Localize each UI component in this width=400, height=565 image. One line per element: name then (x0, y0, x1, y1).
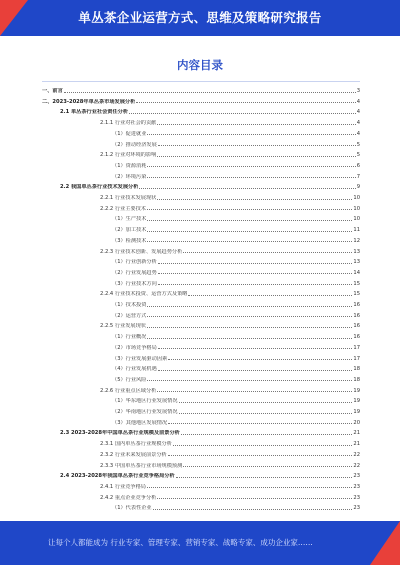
toc-entry-page: 17 (353, 344, 360, 351)
toc-entry[interactable] (112, 277, 360, 287)
toc-entry[interactable] (60, 469, 360, 479)
toc-entry[interactable] (60, 180, 360, 190)
toc-entry-title: 2.2 我国单丛茶行业技术发展分析 (60, 184, 139, 191)
toc-leader-dots (168, 423, 352, 424)
toc-leader-dots (139, 188, 355, 189)
footer-banner (0, 521, 400, 565)
toc-entry-title: （1）行业创新分析 (112, 259, 157, 266)
toc-heading: 内容目录 (177, 58, 223, 72)
toc-entry[interactable] (100, 191, 360, 201)
toc-entry-page: 10 (353, 205, 360, 212)
toc-leader-dots (147, 338, 352, 339)
toc-leader-dots (158, 348, 353, 349)
toc-entry-page: 15 (353, 280, 360, 287)
toc-leader-dots (157, 156, 355, 157)
toc-leader-dots (147, 241, 352, 242)
toc-entry-title: （3）行业技术方向 (112, 280, 157, 287)
toc-entry-page: 20 (353, 419, 360, 426)
toc-entry-title: （4）行业发展机遇 (112, 366, 157, 373)
toc-entry-page: 5 (356, 141, 360, 148)
toc-entry[interactable] (112, 352, 360, 362)
toc-leader-dots (147, 220, 352, 221)
toc-entry[interactable] (112, 298, 360, 308)
toc-entry-page: 19 (353, 398, 360, 405)
toc-entry[interactable] (112, 341, 360, 351)
toc-entry[interactable] (100, 384, 360, 394)
toc-leader-dots (173, 445, 352, 446)
toc-entry-page: 4 (356, 109, 360, 116)
toc-entry[interactable] (112, 127, 360, 137)
toc-leader-dots (158, 370, 353, 371)
toc-entry-title: 2.4.2 重点企业竞争分析 (100, 494, 157, 501)
toc-entry-page: 4 (356, 98, 360, 105)
toc-entry-page: 16 (353, 334, 360, 341)
toc-entry-page: 9 (356, 184, 360, 191)
toc-leader-dots (176, 477, 353, 478)
toc-entry-page: 23 (353, 483, 360, 490)
toc-entry[interactable] (100, 245, 360, 255)
toc-entry-title: （3）行业发展驱动因素 (112, 355, 168, 362)
toc-entry-title: （1）华东地区行业发展情况 (112, 398, 178, 405)
toc-divider (42, 81, 360, 82)
toc-entry-page: 16 (353, 323, 360, 330)
toc-entry-page: 23 (353, 473, 360, 480)
report-title: 单丛茶企业运营方式、思维及策略研究报告 (78, 10, 322, 25)
toc-entry-title: 2.2.6 行业重点区域分析 (100, 387, 157, 394)
toc-entry-title: 2.4.1 行业竞争格局 (100, 483, 146, 490)
toc-entry-title: 二、2023-2028年单丛茶市场发展分析 (42, 98, 136, 105)
toc-entry-title: （1）技术投资 (112, 302, 147, 308)
toc-entry[interactable] (100, 437, 360, 447)
toc-leader-dots (147, 380, 352, 381)
toc-leader-dots (157, 199, 352, 200)
toc-entry[interactable] (112, 330, 360, 340)
toc-entry-title: 2.3 2023-2028年中国单丛茶行业规模及前景分析 (60, 430, 180, 437)
toc-entry-title: （1）促进就业 (112, 130, 147, 137)
toc-leader-dots (158, 273, 353, 274)
toc-leader-dots (157, 498, 352, 499)
header-banner (0, 0, 400, 36)
toc-entry-page: 3 (356, 88, 360, 94)
footer-slogan: 让每个人都能成为 行业专家、管理专家、营销专家、战略专家、成功企业家…… (48, 538, 313, 547)
toc-entry[interactable] (42, 84, 360, 94)
toc-entry[interactable] (112, 266, 360, 276)
toc-leader-dots (158, 263, 353, 264)
toc-entry[interactable] (100, 480, 360, 490)
toc-entry[interactable] (112, 255, 360, 265)
toc-entry-page: 19 (353, 409, 360, 415)
toc-entry[interactable] (100, 202, 360, 212)
toc-entry-title: 2.3.2 行业未来发展前景分析 (100, 451, 167, 458)
toc-entry-page: 4 (356, 130, 360, 137)
toc-entry[interactable] (112, 405, 360, 415)
toc-entry-title: （3）检测技术 (112, 237, 147, 244)
toc-entry-title: （1）资源消耗 (112, 162, 147, 169)
toc-entry-title: 2.2.5 行业发展现状 (100, 323, 146, 330)
toc-entry-title: 2.3.3 中国单丛茶行业市场规模预测 (100, 462, 183, 469)
toc-entry[interactable] (112, 416, 360, 426)
toc-entry[interactable] (60, 426, 360, 436)
toc-entry-title: （3）其他地区发展情况 (112, 419, 168, 426)
toc-entry[interactable] (100, 287, 360, 297)
toc-leader-dots (158, 284, 353, 285)
toc-entry-title: 2.1 单丛茶行业社会责任分析 (60, 109, 129, 116)
toc-entry-title: 2.3.1 国内单丛茶行业规模分析 (100, 441, 172, 448)
toc-leader-dots (147, 487, 352, 488)
toc-entry[interactable] (112, 234, 360, 244)
toc-leader-dots (147, 327, 352, 328)
toc-entry-page: 13 (353, 259, 360, 266)
toc-entry[interactable] (100, 491, 360, 501)
toc-entry-page: 13 (353, 248, 360, 255)
toc-leader-dots (157, 391, 352, 392)
toc-entry[interactable] (100, 319, 360, 329)
toc-entry-title: （2）行业发展趋势 (112, 269, 157, 276)
toc-entry-title: 2.2.2 行业主要技术 (100, 205, 146, 212)
toc-leader-dots (147, 177, 355, 178)
toc-leader-dots (183, 466, 352, 467)
toc-entry-page: 6 (356, 162, 360, 169)
toc-entry[interactable] (42, 95, 360, 105)
toc-entry-page: 10 (353, 195, 360, 201)
toc-entry[interactable] (112, 138, 360, 148)
toc-entry-page: 21 (353, 430, 360, 437)
toc-entry-page: 22 (353, 451, 360, 458)
toc-entry-page: 11 (353, 227, 360, 234)
toc-entry[interactable] (112, 362, 360, 372)
toc-entry-title: 2.4 2023-2028年我国单丛茶行业竞争格局分析 (60, 473, 175, 480)
toc-entry[interactable] (112, 159, 360, 169)
toc-entry[interactable] (112, 373, 360, 383)
toc-entry[interactable] (112, 212, 360, 222)
toc-entry[interactable] (100, 148, 360, 158)
toc-entry-title: （2）环境污染 (112, 173, 147, 180)
toc-entry-page: 7 (356, 173, 360, 180)
toc-entry-title: （2）市场竞争格局 (112, 344, 157, 351)
toc-leader-dots (179, 402, 353, 403)
toc-entry-page: 16 (353, 312, 360, 319)
toc-entry-page: 16 (353, 302, 360, 308)
toc-entry[interactable] (100, 116, 360, 126)
toc-leader-dots (188, 295, 352, 296)
toc-leader-dots (147, 209, 352, 210)
footer-red-corner (370, 521, 400, 565)
toc-entry-page: 23 (353, 494, 360, 501)
toc-entry-title: 2.1.2 行业对环境的影响 (100, 152, 157, 159)
toc-entry-page: 19 (353, 387, 360, 394)
toc-entry-page: 10 (353, 216, 360, 223)
toc-entry-title: 2.2.1 行业技术发展现状 (100, 195, 157, 201)
toc-entry-title: （1）行业概况 (112, 334, 147, 341)
toc-leader-dots (147, 231, 352, 232)
toc-leader-dots (179, 413, 353, 414)
toc-entry-title: 2.1.1 行业对社会的贡献 (100, 120, 157, 127)
toc-entry-title: （5）行业风险 (112, 376, 147, 383)
toc-entry-title: 一、前言 (42, 88, 63, 94)
toc-entry-title: 2.2.3 行业技术创新、发展趋势分析 (100, 248, 183, 255)
toc-entry-title: （1）生产技术 (112, 216, 147, 223)
toc-leader-dots (147, 134, 355, 135)
toc-leader-dots (147, 316, 352, 317)
toc-entry-title: （2）推动经济发展 (112, 141, 157, 148)
toc-entry-page: 22 (353, 462, 360, 469)
toc-entry[interactable] (112, 170, 360, 180)
toc-entry[interactable] (112, 394, 360, 404)
toc-leader-dots (158, 145, 356, 146)
toc-leader-dots (168, 359, 352, 360)
toc-entry-page: 4 (356, 120, 360, 127)
toc-entry-title: （2）加工技术 (112, 227, 147, 234)
toc-leader-dots (168, 455, 353, 456)
toc-leader-dots (129, 113, 356, 114)
toc-entry-page: 18 (353, 376, 360, 383)
toc-leader-dots (157, 124, 355, 125)
toc-entry[interactable] (60, 105, 360, 115)
toc-leader-dots (183, 252, 352, 253)
toc-entry-page: 18 (353, 366, 360, 373)
toc-entry[interactable] (100, 459, 360, 469)
toc-entry-title: （2）运营方式 (112, 312, 147, 319)
toc-entry[interactable] (112, 501, 360, 511)
toc-leader-dots (147, 306, 352, 307)
toc-leader-dots (181, 434, 353, 435)
toc-entry-title: 2.2.4 行业技术投资、运营方式及策略 (100, 291, 188, 298)
toc-entry-page: 12 (353, 237, 360, 244)
toc-entry[interactable] (112, 223, 360, 233)
toc-entry-page: 5 (356, 152, 360, 159)
toc-entry[interactable] (100, 448, 360, 458)
toc-entry-title: （1）代表性企业 (112, 505, 152, 512)
toc-leader-dots (64, 92, 356, 93)
toc-entry-page: 17 (353, 355, 360, 362)
toc-leader-dots (153, 509, 353, 510)
toc-entry-page: 23 (353, 505, 360, 512)
toc-entry[interactable] (112, 309, 360, 319)
toc-leader-dots (136, 102, 355, 103)
toc-entry-title: （2）华南地区行业发展情况 (112, 409, 178, 415)
toc-entry-page: 15 (353, 291, 360, 298)
toc-leader-dots (147, 166, 355, 167)
toc-entry-page: 14 (353, 269, 360, 276)
toc-entry-page: 21 (353, 441, 360, 448)
